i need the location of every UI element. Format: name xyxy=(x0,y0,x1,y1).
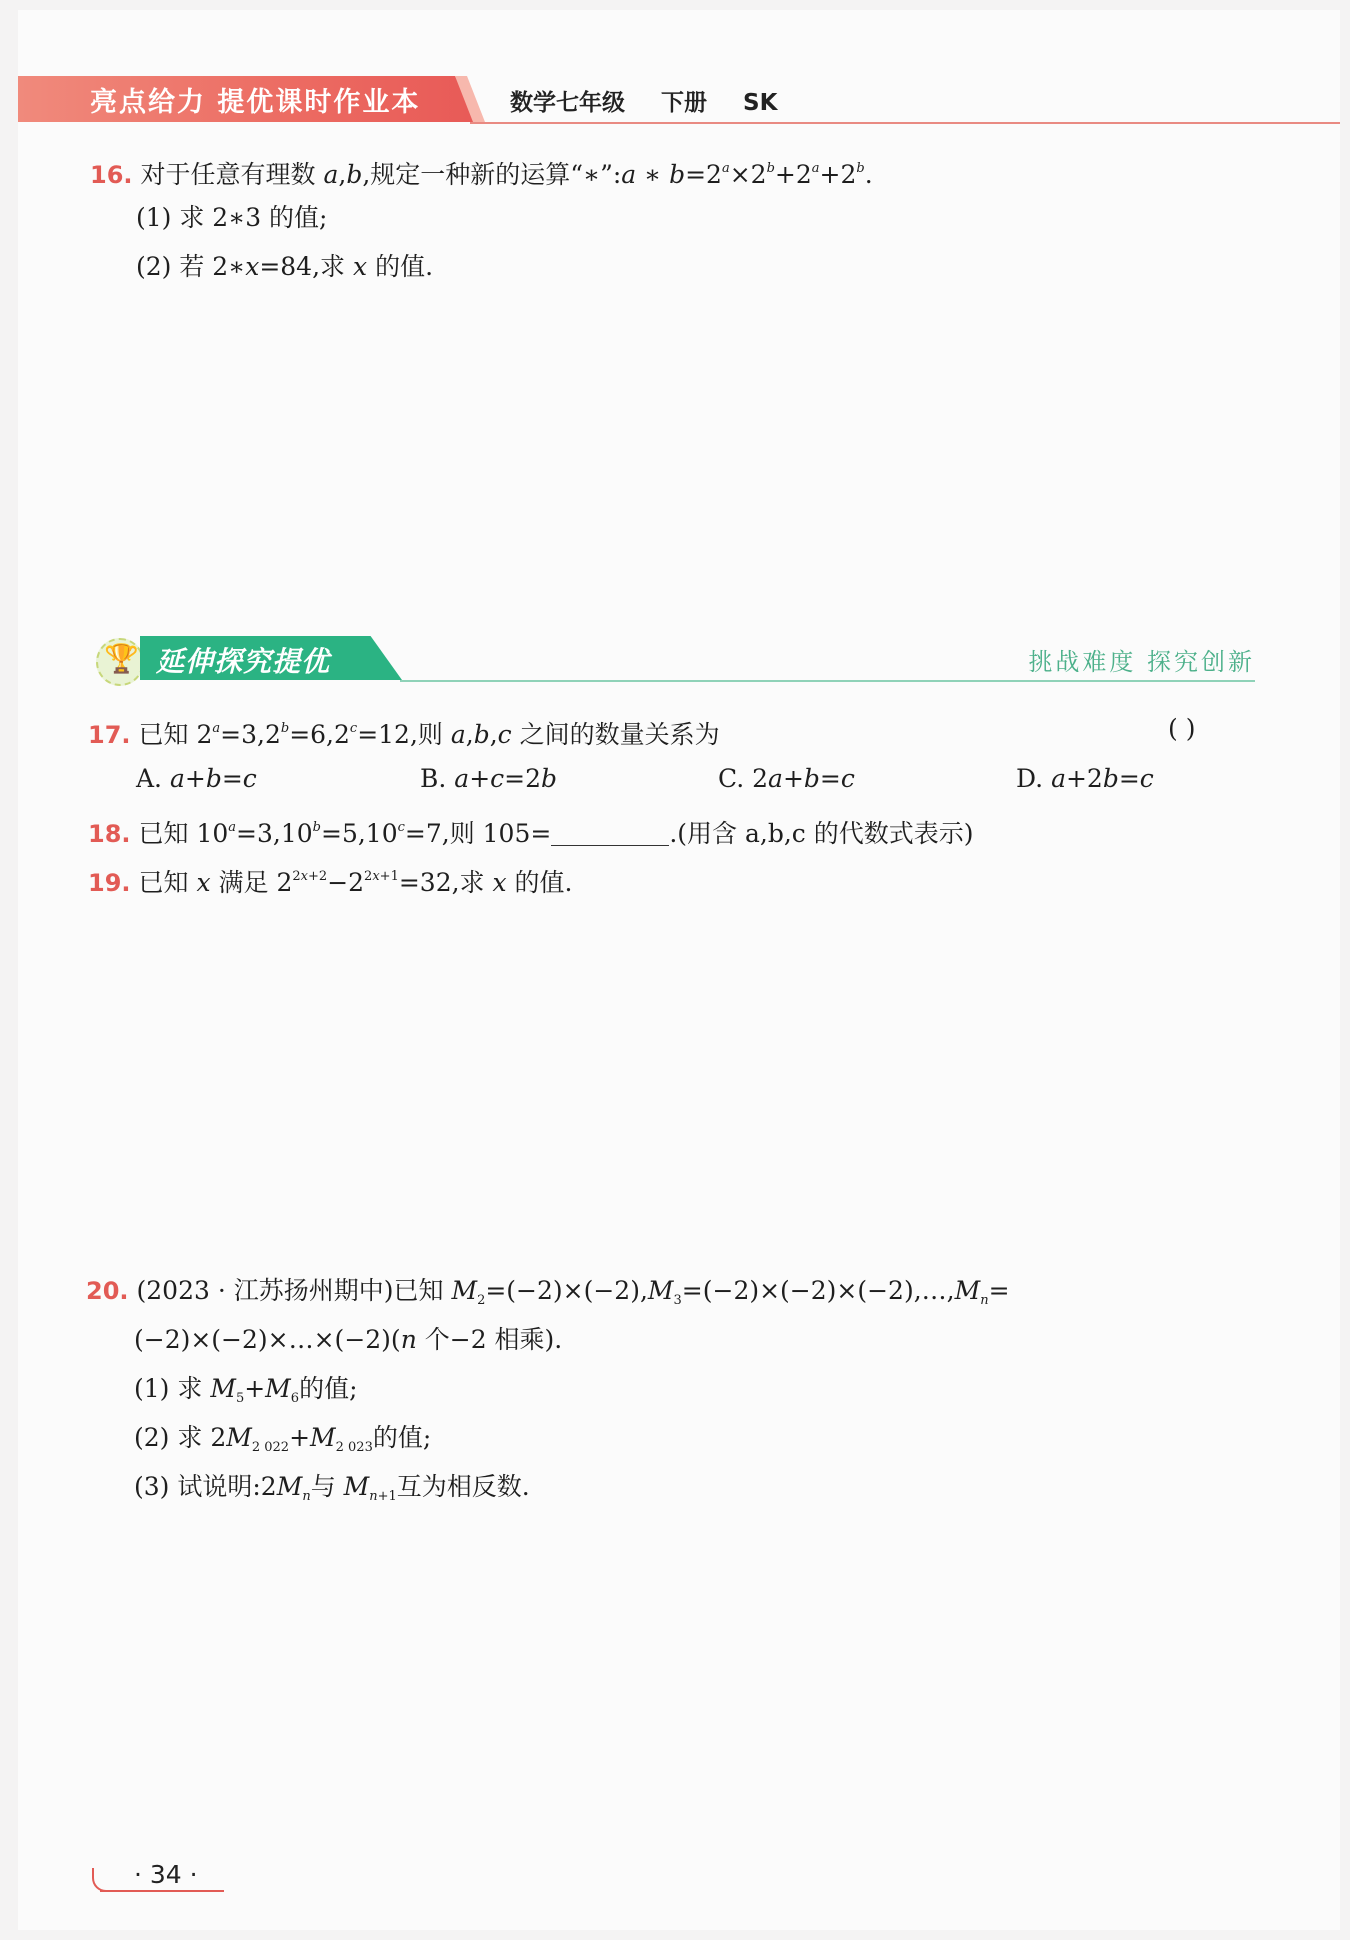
question-16-part-2: (2) 若 2∗x=84,求 x 的值. xyxy=(136,252,434,281)
question-number: 19. xyxy=(88,869,131,897)
page-number: · 34 · xyxy=(134,1860,198,1889)
book-title: 亮点给力 提优课时作业本 xyxy=(90,87,421,118)
edition: SK xyxy=(743,90,778,116)
answer-bracket: ( ) xyxy=(1168,714,1196,743)
question-number: 16. xyxy=(90,161,133,189)
page-number-underline xyxy=(100,1890,224,1892)
question-number: 18. xyxy=(88,820,131,848)
option-b: B. a+c=2b xyxy=(420,764,558,793)
question-19 xyxy=(88,860,573,900)
section-tagline: 挑战难度 探究创新 xyxy=(1028,648,1255,676)
section-title: 延伸探究提优 xyxy=(156,645,331,678)
answer-blank[interactable] xyxy=(551,819,669,846)
question-number: 20. xyxy=(86,1277,129,1305)
question-16-part-1: (1) 求 2∗3 的值; xyxy=(136,203,328,232)
question-18-stem: 已知 $10^a=3,10^b=5,10^c=7$,则 105= xyxy=(138,819,552,848)
subject-grade: 数学七年级 xyxy=(510,90,625,116)
header-divider xyxy=(470,122,1340,124)
question-20 xyxy=(86,1274,1010,1318)
question-number: 17. xyxy=(88,721,131,749)
question-20-part-3: (3) 试说明$:2M_n$与 $M_{n+1}$互为相反数. xyxy=(134,1472,530,1504)
question-18-note: .(用含 a,b,c 的代数式表示) xyxy=(669,819,974,848)
page xyxy=(18,10,1340,1930)
question-20-stem-cont: (−2)×(−2)×…×(−2)(n 个−2 相乘). xyxy=(134,1325,563,1354)
option-a: A. a+b=c xyxy=(136,764,257,793)
question-18 xyxy=(88,811,973,851)
page-number-decoration xyxy=(92,1868,120,1892)
question-19-stem: 已知 x 满足 $2^{2x+2}-2^{2x+1}=32$,求 x 的值. xyxy=(138,868,573,897)
question-20-source: (2023 · 江苏扬州期中) xyxy=(136,1276,394,1305)
option-d: D. a+2b=c xyxy=(1016,764,1154,793)
volume: 下册 xyxy=(661,90,708,116)
section-divider xyxy=(400,680,1255,682)
header-meta xyxy=(510,84,805,117)
question-20-part-2: (2) 求 $2M_{2 022}+M_{2 023}$的值; xyxy=(134,1423,432,1455)
question-20-part-1: (1) 求 $M_5+M_6$的值; xyxy=(134,1374,358,1406)
option-c: C. 2a+b=c xyxy=(718,764,855,793)
question-20-stem: 已知 $M_2=(-2)\times(-2),M_3=(-2)\times(-2)\times(-2),\dots,M_n=$ xyxy=(393,1276,1010,1308)
question-16 xyxy=(90,152,873,192)
question-16-stem: 对于任意有理数 a,b,规定一种新的运算“∗”:a ∗ $b=2^a\times 2^b+2^a+2^b$. xyxy=(140,160,873,189)
trophy-icon: 🏆 xyxy=(104,642,139,675)
question-17-stem: 已知 $2^a=3,2^b=6,2^c=12$,则 a,b,c 之间的数量关系为 xyxy=(138,720,720,749)
question-17 xyxy=(88,712,720,752)
